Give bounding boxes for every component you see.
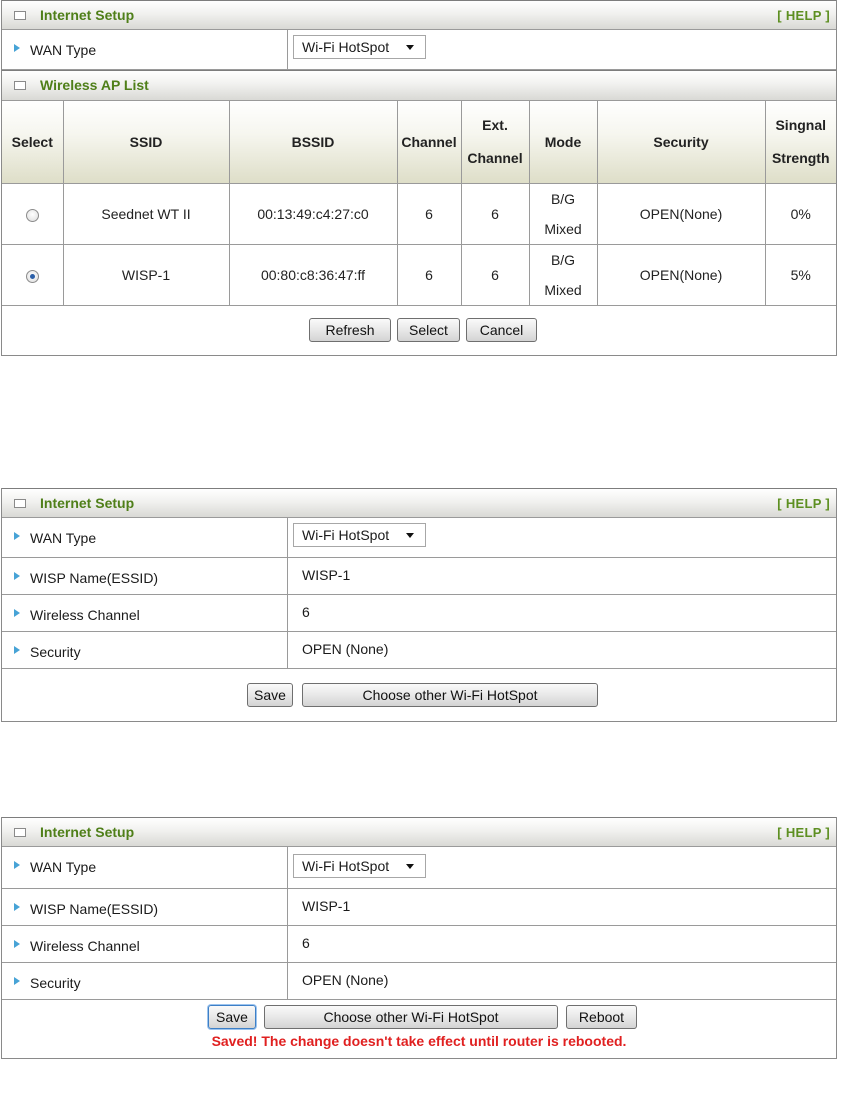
wireless-channel-label: Wireless Channel bbox=[30, 938, 140, 954]
security-label-cell bbox=[2, 632, 288, 668]
bssid-cell: 00:13:49:c4:27:c0 bbox=[229, 184, 397, 245]
ssid-cell: WISP-1 bbox=[63, 245, 229, 306]
wisp-name-row bbox=[2, 558, 836, 595]
radio-button-icon[interactable] bbox=[26, 270, 39, 283]
summary-button-row bbox=[2, 669, 836, 721]
table-header-row bbox=[2, 101, 836, 184]
saved-message: Saved! The change doesn't take effect until router is rebooted. bbox=[211, 1033, 627, 1049]
wan-type-row bbox=[2, 30, 836, 70]
col-header-security: Security bbox=[597, 101, 765, 184]
wan-type-label-cell bbox=[2, 518, 288, 557]
table-row[interactable] bbox=[2, 245, 836, 306]
col-header-mode: Mode bbox=[529, 101, 597, 184]
security-label: Security bbox=[30, 644, 81, 660]
section-header-internet-setup bbox=[2, 0, 836, 30]
wireless-channel-row bbox=[2, 926, 836, 963]
security-label-cell bbox=[2, 963, 288, 999]
reboot-button[interactable]: Reboot bbox=[566, 1005, 637, 1029]
channel-cell: 6 bbox=[397, 184, 461, 245]
square-bullet-icon bbox=[14, 828, 26, 837]
signal-cell: 5% bbox=[765, 245, 836, 306]
col-header-ext-line2: Channel bbox=[467, 150, 523, 166]
channel-cell: 6 bbox=[397, 245, 461, 306]
blue-triangle-arrow-icon bbox=[14, 532, 20, 540]
internet-setup-panel-summary bbox=[1, 488, 837, 722]
wisp-name-label: WISP Name(ESSID) bbox=[30, 901, 159, 917]
wireless-channel-label-cell bbox=[2, 595, 288, 631]
wireless-channel-row bbox=[2, 595, 836, 632]
wireless-channel-label: Wireless Channel bbox=[30, 607, 140, 623]
col-header-ssid: SSID bbox=[63, 101, 229, 184]
ssid-cell: Seednet WT II bbox=[63, 184, 229, 245]
ext-channel-cell: 6 bbox=[461, 184, 529, 245]
col-header-ext-line1: Ext. bbox=[482, 117, 508, 133]
help-link[interactable]: [ HELP ] bbox=[777, 496, 830, 511]
mode-line2: Mixed bbox=[544, 282, 582, 298]
mode-line1: B/G bbox=[550, 252, 576, 268]
security-value: OPEN (None) bbox=[302, 641, 389, 657]
wan-type-label: WAN Type bbox=[30, 42, 97, 58]
wan-type-row bbox=[2, 847, 836, 889]
blue-triangle-arrow-icon bbox=[14, 903, 20, 911]
wan-type-value: Wi-Fi HotSpot bbox=[302, 39, 390, 55]
section-header-internet-setup bbox=[2, 817, 836, 847]
mode-line2: Mixed bbox=[544, 221, 582, 237]
save-button[interactable]: Save bbox=[247, 683, 293, 707]
security-value: OPEN (None) bbox=[302, 972, 389, 988]
square-bullet-icon bbox=[14, 11, 26, 20]
ext-channel-cell: 6 bbox=[461, 245, 529, 306]
wan-type-label-cell bbox=[2, 30, 288, 69]
col-header-channel: Channel bbox=[397, 101, 461, 184]
ap-list-button-row bbox=[2, 303, 836, 355]
wan-type-select[interactable] bbox=[293, 35, 426, 59]
refresh-button[interactable]: Refresh bbox=[309, 318, 391, 342]
help-link[interactable]: [ HELP ] bbox=[777, 8, 830, 23]
col-header-bssid: BSSID bbox=[229, 101, 397, 184]
blue-triangle-arrow-icon bbox=[14, 572, 20, 580]
wan-type-select[interactable] bbox=[293, 523, 426, 547]
col-header-signal-line2: Strength bbox=[771, 150, 830, 166]
choose-other-hotspot-button[interactable]: Choose other Wi-Fi HotSpot bbox=[264, 1005, 558, 1029]
security-row bbox=[2, 632, 836, 669]
blue-triangle-arrow-icon bbox=[14, 609, 20, 617]
choose-other-hotspot-button[interactable]: Choose other Wi-Fi HotSpot bbox=[302, 683, 598, 707]
select-button[interactable]: Select bbox=[397, 318, 460, 342]
col-header-ext-channel bbox=[461, 101, 529, 184]
section-title: Internet Setup bbox=[40, 824, 135, 840]
section-title: Internet Setup bbox=[40, 7, 135, 23]
square-bullet-icon bbox=[14, 81, 26, 90]
blue-triangle-arrow-icon bbox=[14, 861, 20, 869]
wireless-channel-value: 6 bbox=[302, 604, 310, 620]
wisp-name-row bbox=[2, 889, 836, 926]
radio-button-icon[interactable] bbox=[26, 209, 39, 222]
wan-type-label-cell bbox=[2, 847, 288, 888]
mode-cell bbox=[529, 184, 597, 245]
col-header-signal bbox=[765, 101, 836, 184]
internet-setup-panel-saved bbox=[1, 817, 837, 1059]
select-cell bbox=[2, 184, 63, 245]
security-label: Security bbox=[30, 975, 81, 991]
bssid-cell: 00:80:c8:36:47:ff bbox=[229, 245, 397, 306]
wireless-channel-value: 6 bbox=[302, 935, 310, 951]
mode-cell bbox=[529, 245, 597, 306]
col-header-select: Select bbox=[2, 101, 63, 184]
col-header-signal-line1: Singnal bbox=[775, 117, 827, 133]
section-header-wireless-ap-list bbox=[2, 70, 836, 101]
mode-line1: B/G bbox=[550, 191, 576, 207]
blue-triangle-arrow-icon bbox=[14, 940, 20, 948]
select-cell bbox=[2, 245, 63, 306]
security-cell: OPEN(None) bbox=[597, 184, 765, 245]
section-title: Internet Setup bbox=[40, 495, 135, 511]
blue-triangle-arrow-icon bbox=[14, 977, 20, 985]
wisp-name-value: WISP-1 bbox=[302, 567, 351, 583]
blue-triangle-arrow-icon bbox=[14, 44, 20, 52]
caret-down-icon bbox=[406, 533, 414, 538]
wisp-name-label: WISP Name(ESSID) bbox=[30, 570, 159, 586]
table-row[interactable] bbox=[2, 184, 836, 245]
wisp-name-label-cell bbox=[2, 889, 288, 925]
wan-type-label: WAN Type bbox=[30, 859, 97, 875]
wan-type-row bbox=[2, 518, 836, 558]
internet-setup-panel-ap-list bbox=[1, 0, 837, 356]
wan-type-value: Wi-Fi HotSpot bbox=[302, 858, 390, 874]
caret-down-icon bbox=[406, 45, 414, 50]
caret-down-icon bbox=[406, 864, 414, 869]
wisp-name-label-cell bbox=[2, 558, 288, 594]
save-button[interactable]: Save bbox=[208, 1005, 256, 1029]
wan-type-label: WAN Type bbox=[30, 530, 97, 546]
wireless-channel-label-cell bbox=[2, 926, 288, 962]
wan-type-value: Wi-Fi HotSpot bbox=[302, 527, 390, 543]
wisp-name-value: WISP-1 bbox=[302, 898, 351, 914]
wan-type-select[interactable] bbox=[293, 854, 426, 878]
square-bullet-icon bbox=[14, 499, 26, 508]
saved-button-row bbox=[2, 1000, 836, 1058]
ap-table-wrap bbox=[2, 101, 836, 303]
blue-triangle-arrow-icon bbox=[14, 646, 20, 654]
ap-list-table bbox=[2, 101, 836, 306]
signal-cell: 0% bbox=[765, 184, 836, 245]
help-link[interactable]: [ HELP ] bbox=[777, 825, 830, 840]
security-cell: OPEN(None) bbox=[597, 245, 765, 306]
cancel-button[interactable]: Cancel bbox=[466, 318, 537, 342]
security-row bbox=[2, 963, 836, 1000]
section-title: Wireless AP List bbox=[40, 77, 149, 93]
section-header-internet-setup bbox=[2, 488, 836, 518]
